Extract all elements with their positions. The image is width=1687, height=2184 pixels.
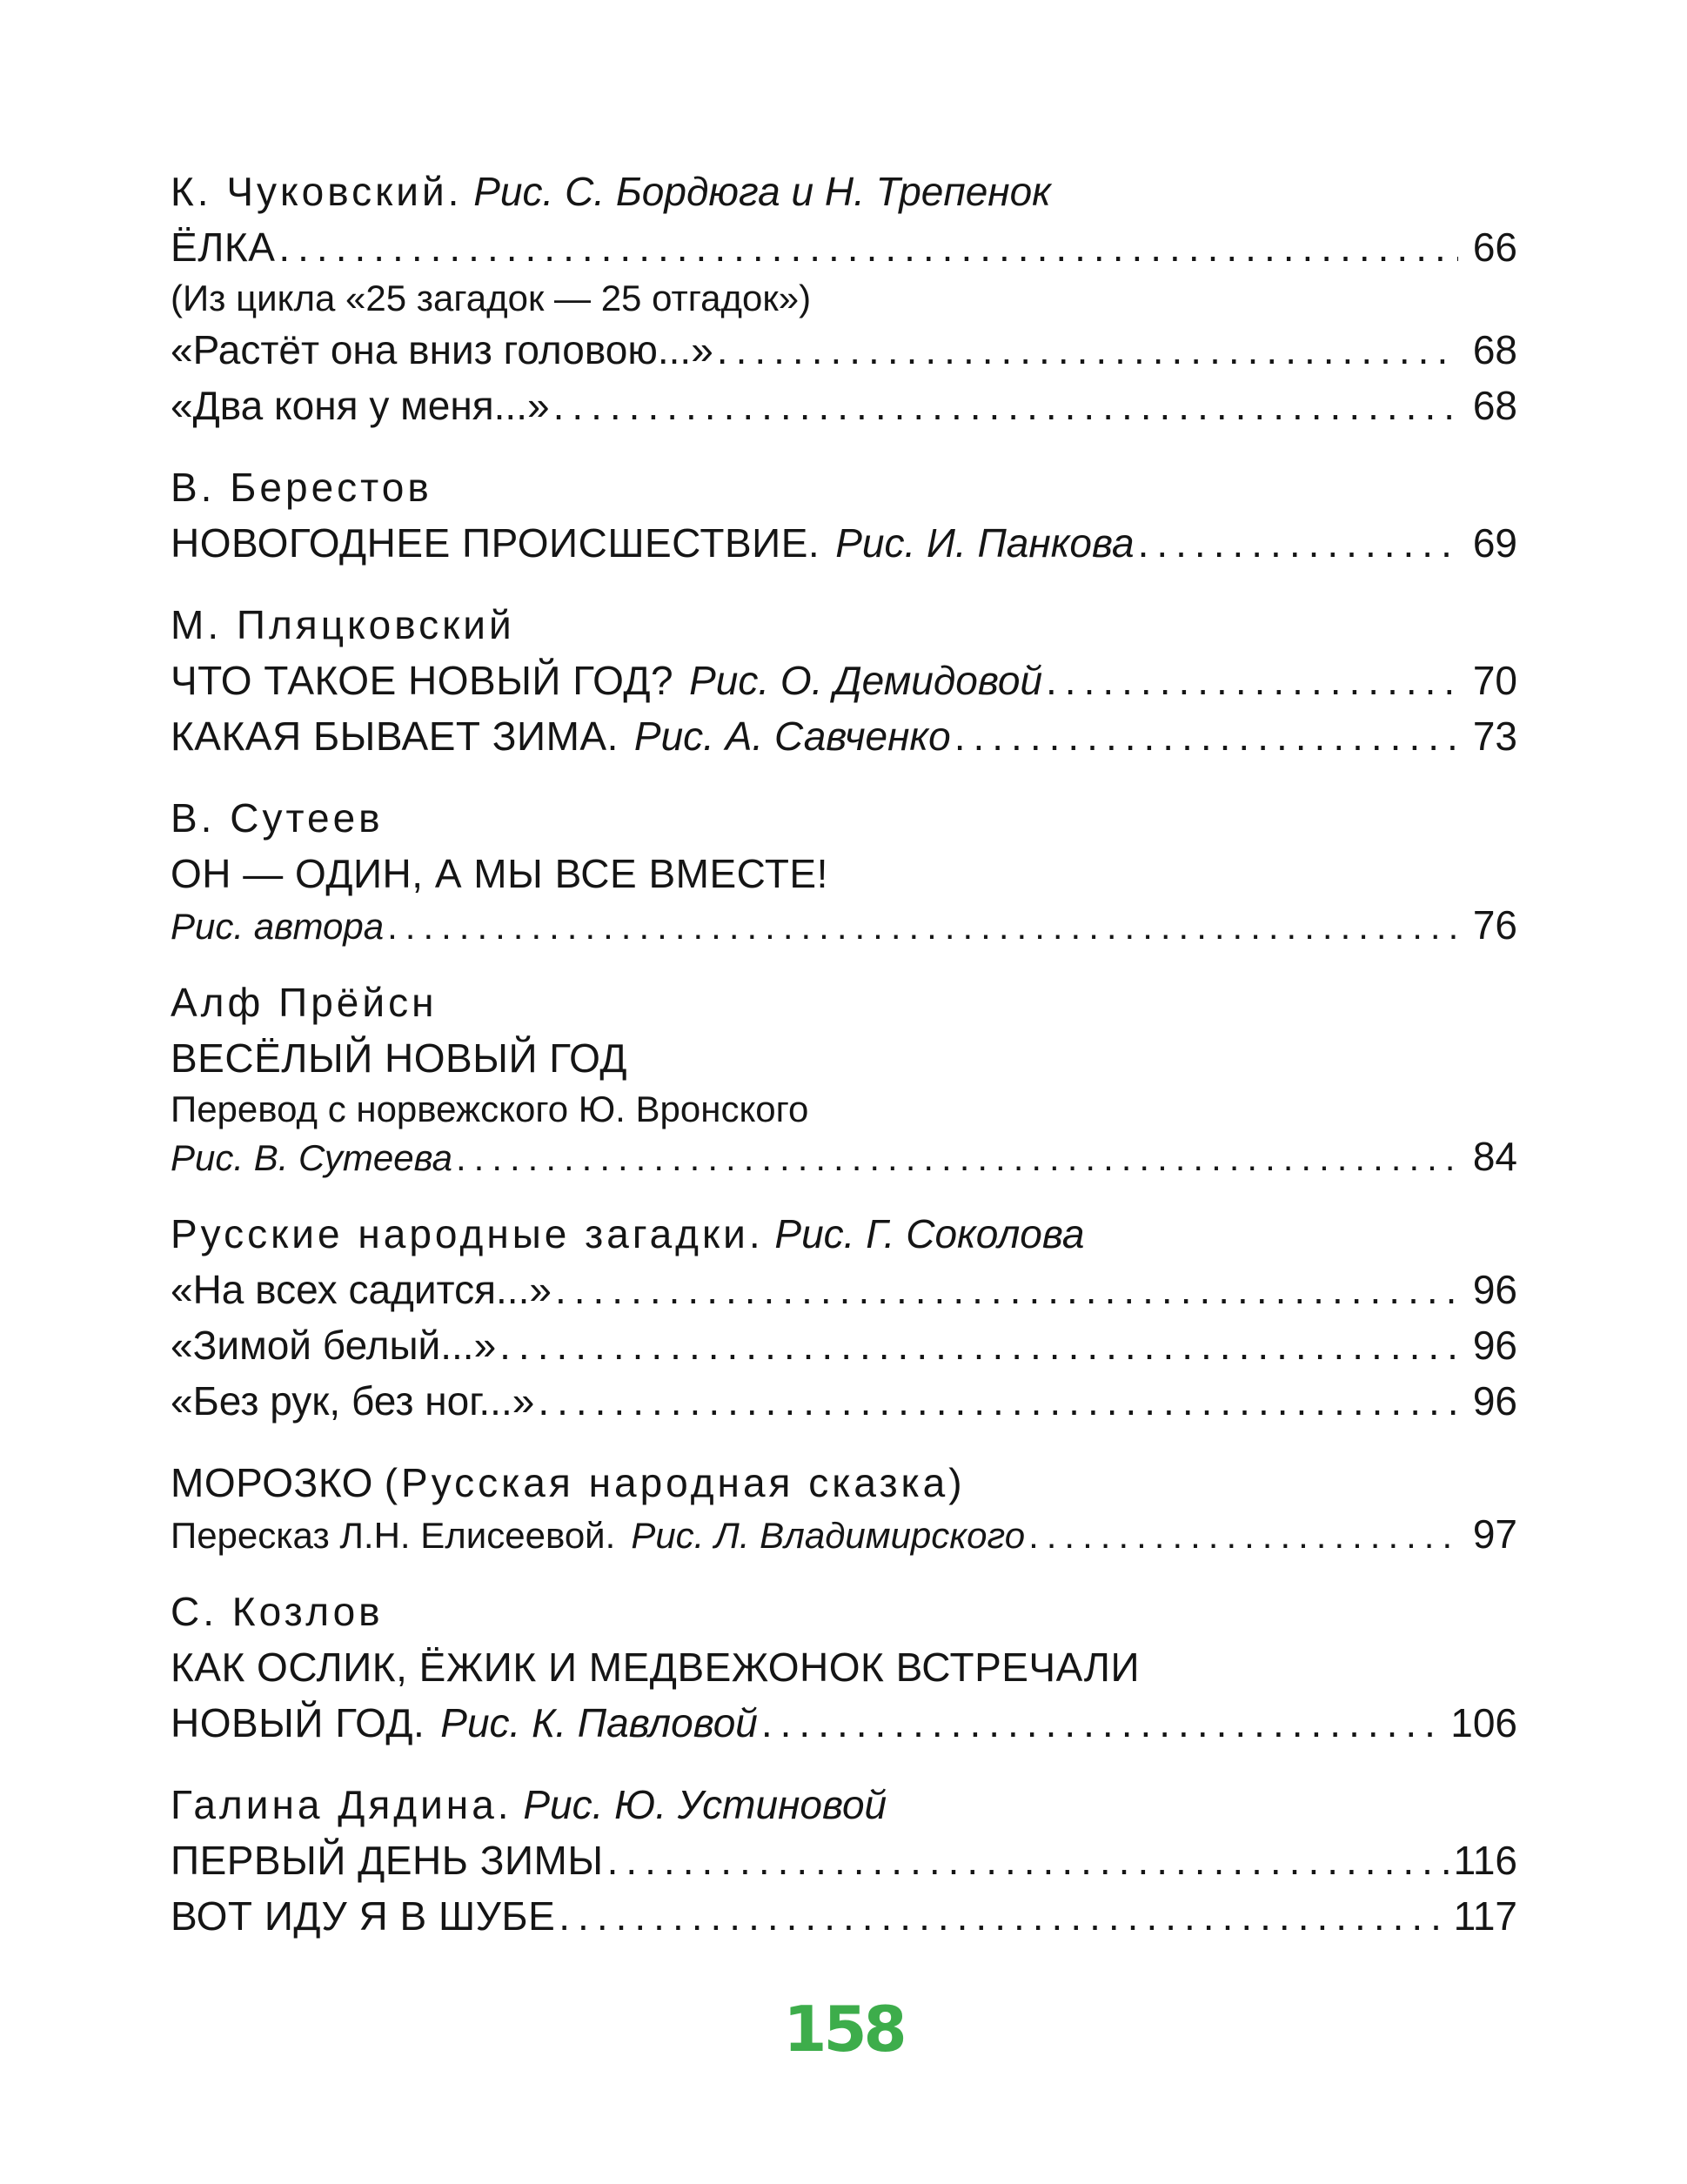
- page-ref: 84: [1472, 1134, 1517, 1179]
- page-ref: 97: [1472, 1511, 1517, 1557]
- entry-title[interactable]: ОН — ОДИН, А МЫ ВСЕ ВМЕСТЕ!: [171, 851, 828, 896]
- toc-entry[interactable]: [171, 1317, 1517, 1373]
- toc-section-dyadina: [171, 1777, 1517, 1944]
- entry-title: НОВОГОДНЕЕ ПРОИСШЕСТВИЕ.: [171, 520, 820, 566]
- leader-dots: [496, 1317, 1458, 1373]
- page-ref: 69: [1472, 520, 1517, 566]
- page-ref: 117: [1453, 1893, 1517, 1939]
- page-ref: 116: [1453, 1838, 1517, 1883]
- toc-entry[interactable]: [171, 219, 1517, 275]
- illustrator-credit: Рис. Ю. Устиновой: [523, 1782, 887, 1827]
- table-of-contents: [171, 164, 1517, 1970]
- leader-dots: [275, 219, 1458, 275]
- author-name: В. Берестов: [171, 465, 432, 510]
- toc-entry[interactable]: [171, 1262, 1517, 1317]
- leader-dots: [758, 1695, 1447, 1751]
- entry-title: ЧТО ТАКОЕ НОВЫЙ ГОД?: [171, 658, 674, 703]
- toc-section-kozlov: [171, 1584, 1517, 1751]
- toc-section-riddles: [171, 1206, 1517, 1429]
- toc-entry[interactable]: [171, 1832, 1517, 1888]
- author-line: [171, 790, 1517, 846]
- page-ref: 73: [1472, 713, 1517, 759]
- toc-entry[interactable]: [171, 1888, 1517, 1944]
- leader-dots: [713, 322, 1458, 378]
- title-line[interactable]: [171, 1455, 1517, 1511]
- toc-entry[interactable]: [171, 378, 1517, 433]
- page-ref: 68: [1472, 327, 1517, 372]
- translation-credit: Перевод с норвежского Ю. Вронского: [171, 1089, 809, 1129]
- toc-entry[interactable]: [171, 515, 1517, 571]
- toc-entry[interactable]: [171, 1511, 1517, 1558]
- leader-dots: [555, 1888, 1449, 1944]
- page-ref: 106: [1450, 1700, 1517, 1745]
- toc-entry[interactable]: [171, 1373, 1517, 1429]
- page-ref: 70: [1472, 658, 1517, 703]
- toc-section-preusen: [171, 975, 1517, 1180]
- toc-section-chukovsky: [171, 164, 1517, 433]
- author-name: Русские народные загадки.: [171, 1211, 764, 1256]
- author-line: [171, 1777, 1517, 1832]
- leader-dots: [550, 378, 1458, 433]
- entry-title: ВОТ ИДУ Я В ШУБЕ: [171, 1893, 556, 1939]
- page-ref: 96: [1472, 1267, 1517, 1312]
- page-number: 158: [783, 1993, 904, 2066]
- entry-title: ЁЛКА: [171, 224, 276, 270]
- page-ref: 96: [1472, 1323, 1517, 1368]
- author-line: [171, 1584, 1517, 1639]
- entry-title: ПЕРВЫЙ ДЕНЬ ЗИМЫ: [171, 1838, 604, 1883]
- illustrator-credit: Рис. А. Савченко: [633, 713, 951, 759]
- toc-entry[interactable]: [171, 322, 1517, 378]
- entry-subtitle: (Русская народная сказка): [384, 1460, 966, 1505]
- leader-dots: [1042, 653, 1458, 708]
- illustrator-credit: Рис. С. Бордюга и Н. Трепенок: [473, 169, 1051, 214]
- entry-title: МОРОЗКО: [171, 1460, 373, 1505]
- entry-title: «Растёт она вниз головою...»: [171, 327, 713, 372]
- toc-section-plyatskovsky: [171, 597, 1517, 764]
- entry-title[interactable]: КАК ОСЛИК, ЁЖИК И МЕДВЕЖОНОК ВСТРЕЧАЛИ: [171, 1645, 1141, 1690]
- entry-title: «Зимой белый...»: [171, 1323, 497, 1368]
- leader-dots: [452, 1135, 1458, 1180]
- author-line: [171, 1206, 1517, 1262]
- leader-dots: [1135, 515, 1458, 571]
- author-name: Галина Дядина.: [171, 1782, 512, 1827]
- page-ref: 96: [1472, 1378, 1517, 1424]
- toc-entry[interactable]: [171, 708, 1517, 764]
- author-name: К. Чуковский.: [171, 169, 463, 214]
- leader-dots: [534, 1373, 1458, 1429]
- author-name: Алф Прёйсн: [171, 980, 438, 1025]
- cycle-note: (Из цикла «25 загадок — 25 отгадок»): [171, 278, 812, 318]
- toc-section-suteev: [171, 790, 1517, 948]
- page-ref: 66: [1472, 224, 1517, 270]
- entry-title: «Два коня у меня...»: [171, 383, 550, 428]
- toc-entry[interactable]: [171, 1133, 1517, 1180]
- author-line: [171, 975, 1517, 1030]
- illustrator-credit: Рис. К. Павловой: [440, 1700, 758, 1745]
- leader-dots: [384, 903, 1458, 948]
- leader-dots: [552, 1262, 1458, 1317]
- retelling-credit: Пересказ Л.Н. Елисеевой.: [171, 1515, 616, 1556]
- illustrator-credit: Рис. О. Демидовой: [689, 658, 1043, 703]
- illustrator-credit: Рис. автора: [171, 906, 385, 947]
- illustrator-credit: Рис. Л. Владимирского: [631, 1515, 1026, 1556]
- author-line: [171, 597, 1517, 653]
- leader-dots: [951, 708, 1458, 764]
- toc-entry[interactable]: [171, 1695, 1517, 1751]
- author-name: В. Сутеев: [171, 795, 384, 841]
- page-ref: 76: [1472, 902, 1517, 948]
- leader-dots: [604, 1832, 1450, 1888]
- illustrator-credit: Рис. Г. Соколова: [774, 1211, 1085, 1256]
- author-line: [171, 164, 1517, 219]
- entry-title[interactable]: ВЕСЁЛЫЙ НОВЫЙ ГОД: [171, 1035, 628, 1081]
- entry-title: «Без рук, без ног...»: [171, 1378, 535, 1424]
- illustrator-credit: Рис. И. Панкова: [835, 520, 1135, 566]
- entry-title: «На всех садится...»: [171, 1267, 552, 1312]
- toc-entry[interactable]: [171, 901, 1517, 948]
- toc-section-morozko: [171, 1455, 1517, 1558]
- author-name: С. Козлов: [171, 1589, 384, 1634]
- entry-title-continued: НОВЫЙ ГОД.: [171, 1700, 425, 1745]
- page-ref: 68: [1472, 383, 1517, 428]
- illustrator-credit: Рис. В. Сутеева: [171, 1137, 452, 1178]
- toc-section-berestov: [171, 459, 1517, 571]
- entry-title: КАКАЯ БЫВАЕТ ЗИМА.: [171, 713, 619, 759]
- toc-entry[interactable]: [171, 653, 1517, 708]
- author-name: М. Пляцковский: [171, 602, 515, 647]
- author-line: [171, 459, 1517, 515]
- leader-dots: [1025, 1512, 1458, 1558]
